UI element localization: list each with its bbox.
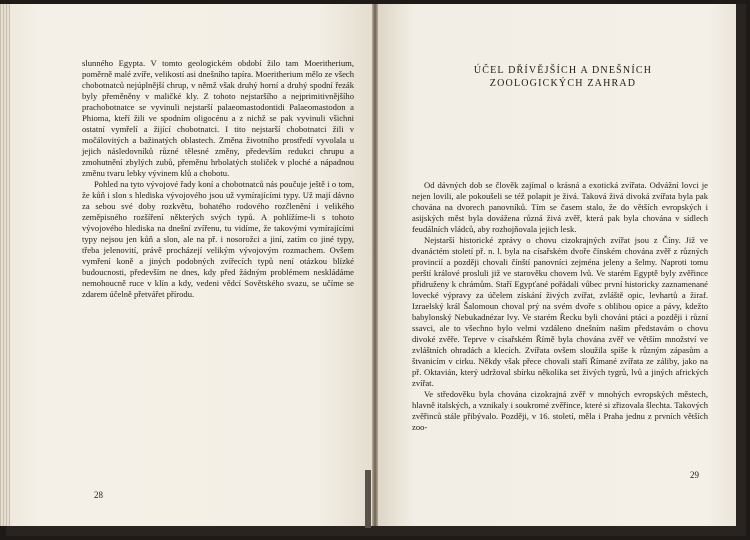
left-page	[10, 4, 372, 526]
chapter-title: ÚČEL DŘÍVĚJŠÍCH A DNEŠNÍCH ZOOLOGICKÝCH ZAHRAD	[473, 65, 653, 89]
bookmark-ribbon	[365, 470, 371, 528]
left-page-text	[82, 58, 354, 300]
paragraph: Ve středověku byla chována cizokrajná zvěř v mnohých evropských městech, hlavně italských, a vznikaly i soukromé zvěřince, které si zřizovala šlechta. Takových zvěřinců stále přibývalo. Později, v 16. století, měla i Praha jednu z prvních větších zoo-	[412, 389, 708, 432]
page-number-right: 29	[690, 470, 699, 480]
paragraph: Pohled na tyto vývojové řady koní a chobotnatců nás poučuje ještě i o tom, že kůň i slon s hlediska vývojového jsou už vymírajícími typy. Už mají dávno za sebou své doby rozkvětu, bohatého rodového rozčlenění i velikého zeměpisného rozšíření některých svých typů. A pohlížíme-li s tohoto vývojového hlediska na dnešní zvířenu, tu vidíme, že takovými vymírajícími typy nejsou jen kůň a slon, ale na př. i nosorožci a jiní, zatím co jiné typy, třeba jelenovití, právě procházejí velikým vývojovým rozmachem. Ovšem vymření koně a jiných podobných zvířecích typů není otázkou blízké budoucnosti, především ne dnes, kdy před žádným problémem neskládáme nemohoucně ruce v klín a kdy, vedeni vědcí Sovětského svazu, se učíme se zdarem účelně přetvářet přírodu.	[82, 179, 354, 299]
right-page	[378, 4, 736, 526]
paragraph: Od dávných dob se člověk zajímal o krásná a exotická zvířata. Odvážní lovci je nejen lovili, ale pokoušeli se též polapit je živá. Taková živá divoká zvířata byla pak chována na dvorech panovníků. Tím se časem stalo, že do větších evropských i asijských měst byla dovážena různá živá zvěř, která pak byla chována v sídlech feudálních vládců, aby rozhojňovala jejich lesk.	[412, 180, 708, 234]
paragraph: slunného Egypta. V tomto geologickém období žilo tam Moeritherium, poměrně malé zvíře, velikostí asi dnešního tapíra. Moeritherium mělo ze všech chobotnatců nejúplnější chrup, v němž však druhý horní a druhý spodní řezák byly přeměněny v maličké kly. Z tohoto nejstaršího a nejprimitivnějšího prachobotnatce se vyvinuli nejstarší palaeomastodontidi Palaeomastodon a Phioma, kteří žili ve spodním oligocénu a z nichž se pak vyvinuli všichni ostatní vymřelí a žijící chobotnatci. I tito nejstarší chobotnatci žili v močálovitých a bažinatých oblastech. Změna životního prostředí vyvolala u jejich následovníků různé tělesné změny, především redukci chrupu a zmohutnění zbylých zubů, přeměnu hrbolatých stoliček v ploché a nápadnou změnu tvaru lebky vývinem klů a chobotu.	[82, 58, 354, 178]
page-number-left: 28	[94, 490, 103, 500]
right-page-text	[412, 180, 708, 433]
page-edges	[0, 4, 10, 526]
paragraph: Nejstarší historické zprávy o chovu cizokrajných zvířat jsou z Číny. Již ve dvanáctém století př. n. l. byla na císařském dvoře čínském chována zvěř z různých provincií a později chovali čínští panovníci zejména jeleny a šelmy. Naproti tomu perští králové prosluli již ve starověku chovem lvů. Ve starém Egyptě byly zvěřince přidruženy k chrámům. Staří Egypťané pořádali vůbec první historicky zaznamenané lovecké výpravy za účelem získání živých zvířat, zvláště opic, levhartů a žiraf. Izraelský král Šalomoun choval prý na svém dvoře s oblibou opice a pávy, kdežto babylonský Nebukadnézar lvy. Ve starém Řecku byli chováni ptáci a později i různí ssavci, ale to všechno bylo velmi vzdáleno dnešním našim představám o chovu divoké zvěře. Teprve v císařském Římě byla chována zvěř ve větším množství ve zvláštních ohradách a klecích. Zvířata ovšem sloužila spíše k různým zápasům a štvanicím v cirku. Někdy však přece chovali staří Římané zvířata ze záliby, jako na př. Oktavián, který udržoval sbírku několika set živých tygrů, lvů a jiných afrických zvířat.	[412, 235, 708, 388]
